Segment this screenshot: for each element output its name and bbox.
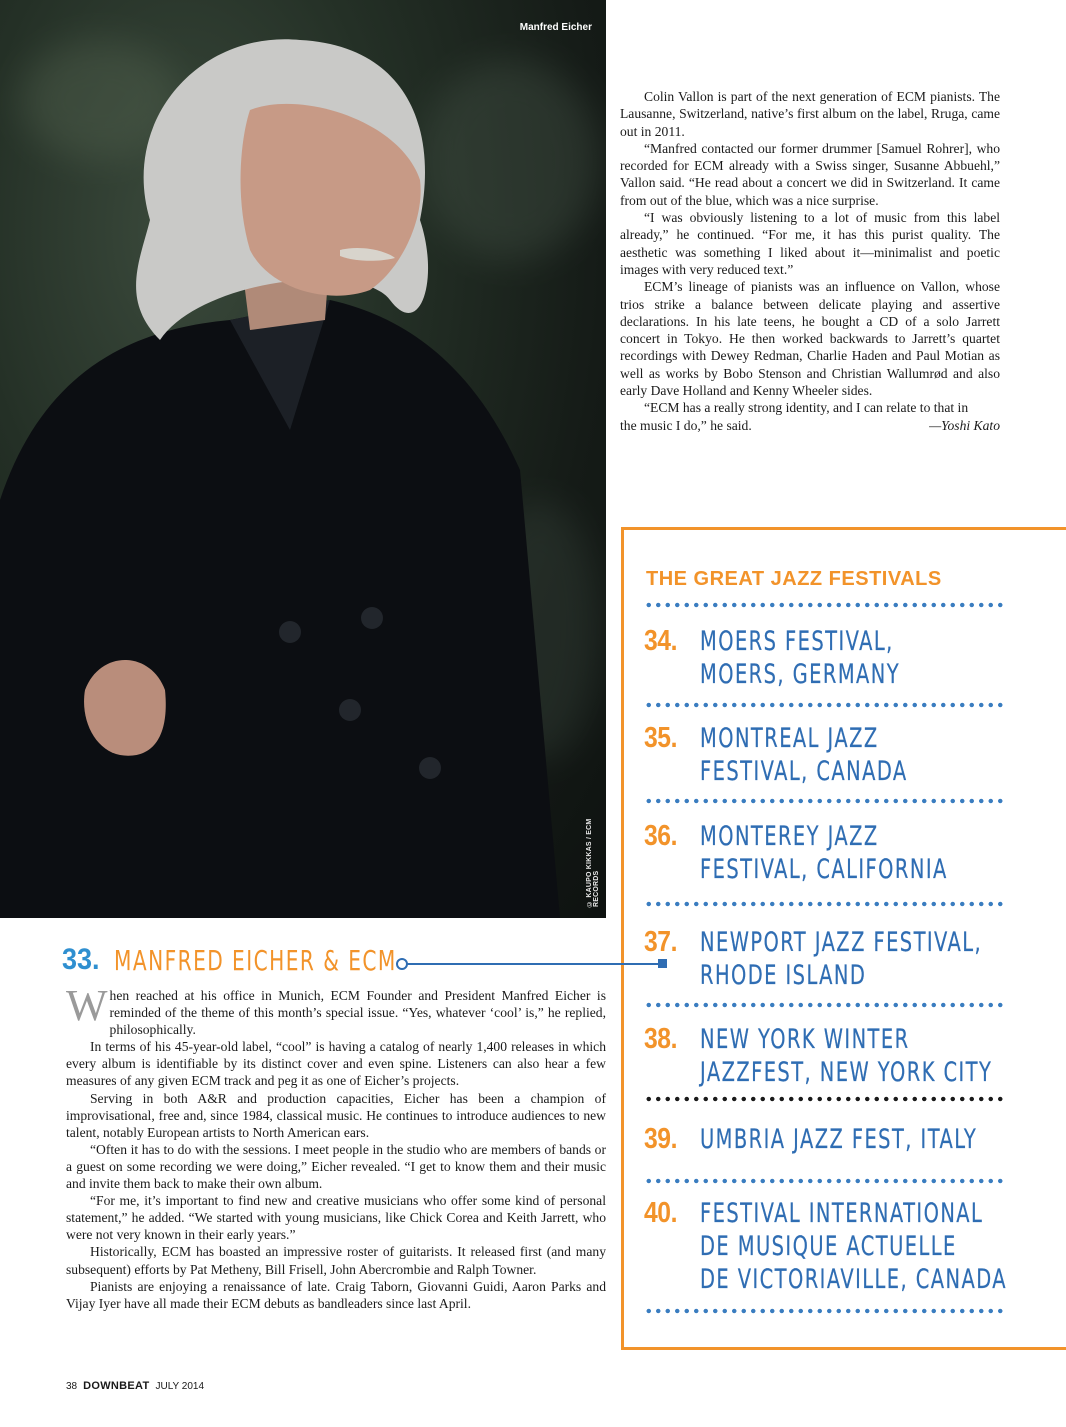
festival-number: 37.	[644, 926, 678, 958]
festival-name	[700, 820, 1044, 886]
festival-name-line: MOERS FESTIVAL,	[700, 626, 894, 657]
photo-caption: Manfred Eicher	[519, 22, 592, 33]
article-headline	[62, 943, 607, 977]
festival-number: 38.	[644, 1023, 678, 1055]
article-paragraph: When reached at his office in Munich, ECM Founder and President Manfred Eicher is reminded of the theme of this month’s special issue. “Yes, whatever ‘cool’ is,” he replied, philosophically.	[66, 981, 606, 1038]
festival-name-line: FESTIVAL, CANADA	[700, 756, 908, 787]
festival-name-line: FESTIVAL INTERNATIONAL	[700, 1198, 984, 1229]
dotted-divider	[644, 702, 1004, 708]
festival-name	[700, 1123, 1066, 1156]
headline-rule-square	[658, 959, 667, 968]
festival-name-line: DE MUSIQUE ACTUELLE	[700, 1231, 957, 1262]
dotted-divider	[644, 1096, 1004, 1102]
festival-number: 36.	[644, 820, 678, 852]
festival-name-line: UMBRIA JAZZ FEST, ITALY	[700, 1124, 978, 1155]
byline: —Yoshi Kato	[929, 417, 1000, 433]
dotted-divider	[644, 1178, 1004, 1184]
dotted-divider	[644, 602, 1004, 608]
festival-number: 35.	[644, 722, 678, 754]
festival-name-line: MONTEREY JAZZ	[700, 821, 879, 852]
article-paragraph: Historically, ECM has boasted an impressive roster of guitarists. It released first (and many subsequent) efforts by Pat Metheny, Bill Frisell, John Abercrombie and Ralph Towner.	[66, 1244, 606, 1277]
festivals-box	[621, 527, 1066, 1350]
headline-number: 33.	[62, 943, 100, 976]
portrait-figure	[0, 0, 606, 918]
article-paragraph: “Often it has to do with the sessions. I meet people in the studio who are members of bands or a guest on some recording we were doing,” Eicher revealed. “I get to know them and their music and invite them back to make their own album.	[66, 1141, 606, 1192]
festivals-title: THE GREAT JAZZ FESTIVALS	[646, 568, 942, 590]
dotted-divider	[644, 798, 1004, 804]
festival-name-line: MOERS, GERMANY	[700, 659, 901, 690]
festival-item	[644, 820, 1044, 886]
side-paragraph: “Manfred contacted our former drummer [Samuel Rohrer], who recorded for ECM already with a Swiss singer, Susanne Abbuehl,” Vallon said. “He read about a concert we did in Switzerland. It came from out of the blue, which was a nice surprise.	[620, 140, 1000, 208]
festival-name	[700, 722, 988, 788]
side-last-start: “ECM has a really strong identity, and I can relate to that in	[644, 400, 969, 416]
side-last-end: the music I do,” he said.	[620, 417, 752, 433]
festival-name-line: FESTIVAL, CALIFORNIA	[700, 854, 948, 885]
dotted-divider	[644, 901, 1004, 907]
article-paragraph: “For me, it’s important to find new and creative musicians who offer some kind of personal statement,” he added. “We started with young musicians, like Chick Corea and Keith Jarrett, who were not very known in their early years.”	[66, 1193, 606, 1243]
photo-credit: © KAUPO KIKKAS / ECM RECORDS	[586, 818, 600, 907]
article-paragraph: In terms of his 45-year-old label, “cool” is having a catalog of nearly 1,400 releases in which every album is identifiable by its distinct cover and even spine. Listeners can also hear a few measures of any given ECM track and peg it as one of Eicher’s projects.	[66, 1039, 606, 1089]
portrait-photo	[0, 0, 606, 918]
side-paragraph: “I was obviously listening to a lot of music from this label already,” he continued. “For me, it has this purist quality. The aesthetic was something I liked about it—minimalist and poetic images with very reduced text.”	[620, 210, 1000, 277]
issue-date: JULY 2014	[155, 1381, 205, 1392]
side-paragraph	[620, 399, 1000, 416]
article-paragraph: Serving in both A&R and production capacities, Eicher has been a champion of improvisational, free and, since 1984, classical music. He continues to introduce audiences to new talent, notably European artists to North American ears.	[66, 1090, 606, 1140]
festival-item	[644, 1197, 1066, 1296]
article-paragraph: Pianists are enjoying a renaissance of late. Craig Taborn, Giovanni Guidi, Aaron Parks and Vijay Iyer have all made their ECM debuts as bandleaders since last April.	[66, 1278, 606, 1311]
headline-title: MANFRED EICHER & ECM	[113, 943, 397, 977]
page-footer	[66, 1380, 204, 1392]
festival-item	[644, 926, 1066, 992]
headline-rule-circle	[396, 958, 408, 970]
festival-name-line: JAZZFEST, NEW YORK CITY	[700, 1057, 993, 1088]
festival-item	[644, 625, 978, 691]
dotted-divider	[644, 1308, 1004, 1314]
festival-name	[700, 1197, 1066, 1296]
page-number: 38	[66, 1381, 78, 1392]
side-paragraph: Colin Vallon is part of the next generation of ECM pianists. The Lausanne, Switzerland, native’s first album on the label, Rruga, came out in 2011.	[620, 89, 1000, 139]
festival-item	[644, 722, 988, 788]
festival-number: 40.	[644, 1197, 678, 1229]
main-article	[66, 981, 606, 1312]
magazine-name: DOWNBEAT	[83, 1380, 150, 1392]
festival-item	[644, 1023, 1066, 1089]
side-last-line	[620, 417, 1000, 434]
festival-name-line: RHODE ISLAND	[700, 960, 867, 991]
festival-name	[700, 926, 1066, 992]
festival-item	[644, 1123, 1066, 1156]
side-paragraph: ECM’s lineage of pianists was an influence on Vallon, whose trios strike a balance between delicate playing and assertive declarations. In his late teens, he bought a CD of a solo Jarrett concert in Tokyo. He then worked backwards to Jarrett’s quartet recordings with Dewey Redman, Charlie Haden and Paul Motian as well as works by Bobo Stenson and Christian Wallumrød and also early Dave Holland and Kenny Wheeler sides.	[620, 279, 1000, 399]
side-article	[620, 88, 1000, 434]
dotted-divider	[644, 1002, 1004, 1008]
festival-number: 39.	[644, 1123, 678, 1155]
headline-rule	[402, 963, 664, 965]
drop-cap: W	[66, 981, 108, 1030]
festival-name-line: NEWPORT JAZZ FESTIVAL,	[700, 927, 983, 958]
festival-name	[700, 625, 978, 691]
festival-name-line: MONTREAL JAZZ	[700, 723, 879, 754]
festival-name-line: DE VICTORIAVILLE, CANADA	[700, 1264, 1008, 1295]
festival-number: 34.	[644, 625, 678, 657]
festival-name	[700, 1023, 1066, 1089]
festival-name-line: NEW YORK WINTER	[700, 1024, 910, 1055]
